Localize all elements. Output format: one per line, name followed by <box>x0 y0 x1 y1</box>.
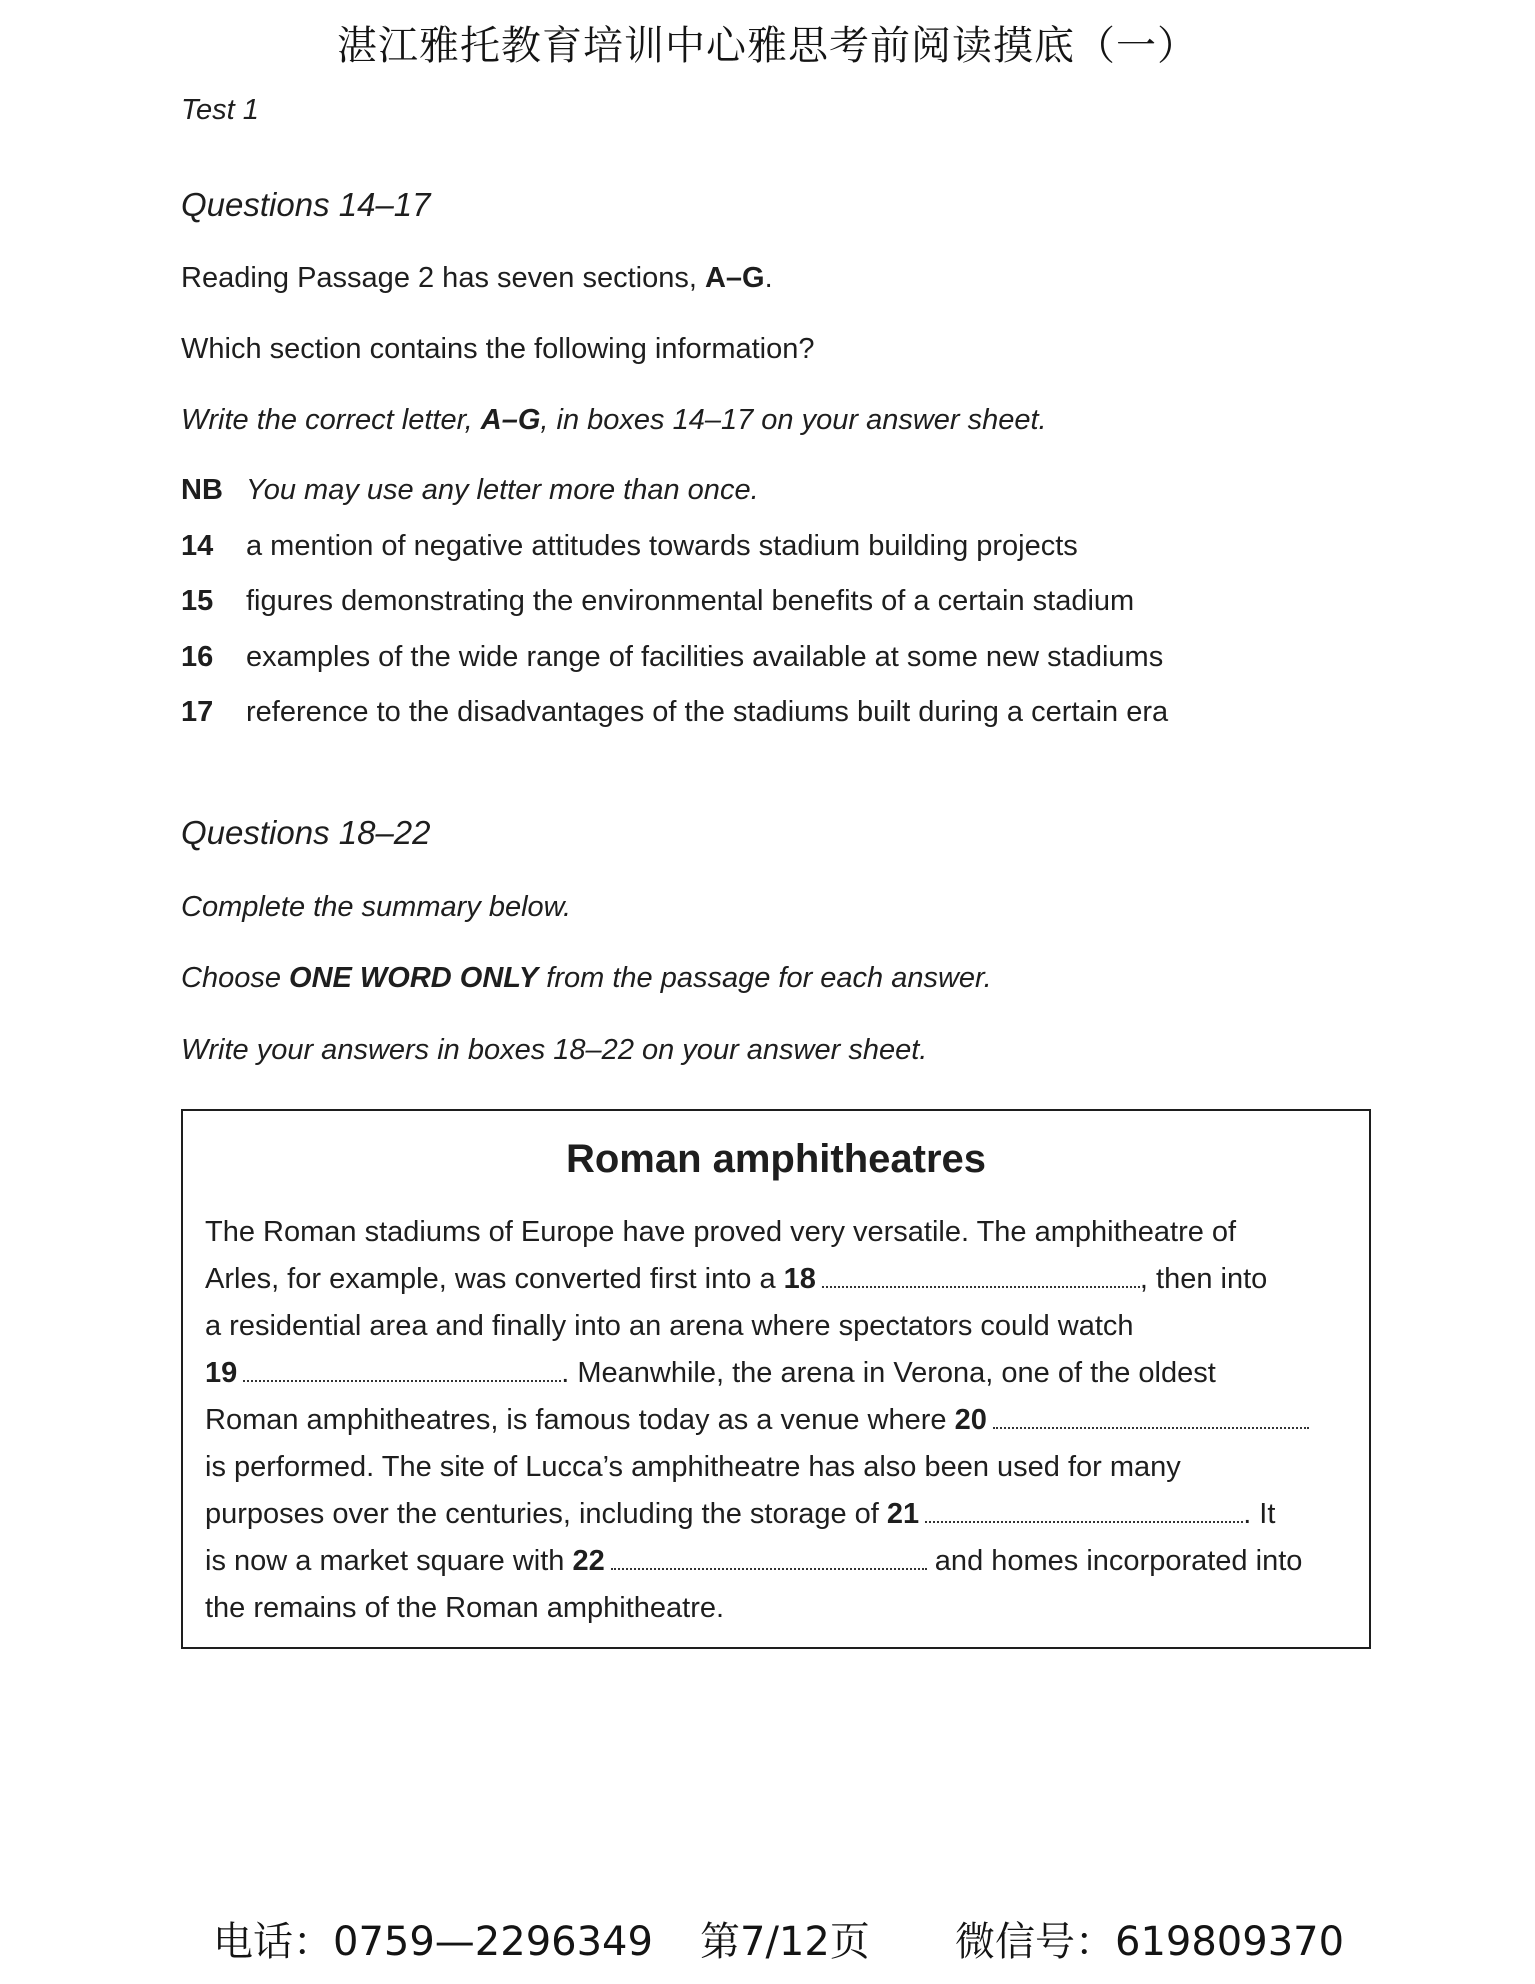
instruction-sections <box>181 262 773 295</box>
instruction-write-answers: Write your answers in boxes 18–22 on your answer sheet. <box>181 1034 928 1066</box>
instruction-text: , in boxes 14–17 on your answer sheet. <box>540 404 1047 436</box>
footer-wechat: 微信号：619809370 <box>955 1919 1345 1965</box>
question-number: 14 <box>181 530 214 562</box>
instruction-text: from the passage for each answer. <box>538 962 992 994</box>
summary-line: is performed. The site of Lucca’s amphitheatre has also been used for many <box>205 1451 1181 1483</box>
footer-page-number: 第7/12页 <box>700 1919 870 1965</box>
summary-line: the remains of the Roman amphitheatre. <box>205 1592 725 1624</box>
summary-line: a residential area and finally into an arena where spectators could watch <box>205 1310 1134 1342</box>
instruction-text: Write the correct letter, <box>181 404 481 436</box>
answer-gap-21[interactable] <box>925 1499 1243 1523</box>
test-label: Test 1 <box>181 94 259 126</box>
summary-text: , then into <box>1139 1263 1268 1295</box>
summary-text: and homes incorporated into <box>926 1545 1303 1577</box>
question-number: 15 <box>181 585 214 617</box>
summary-text: is now a market square with <box>205 1545 573 1577</box>
instruction-complete-summary: Complete the summary below. <box>181 891 572 923</box>
nb-label: NB <box>181 474 223 506</box>
summary-line <box>205 1498 1275 1531</box>
summary-title: Roman amphitheatres <box>565 1137 987 1181</box>
answer-gap-19[interactable] <box>243 1358 561 1382</box>
question-text: a mention of negative attitudes towards stadium building projects <box>246 530 1078 562</box>
answer-gap-20[interactable] <box>993 1405 1309 1429</box>
instruction-text: Reading Passage 2 has seven sections, <box>181 262 705 294</box>
instruction-choose-word <box>181 962 992 995</box>
summary-text: Arles, for example, was converted first into a <box>205 1263 784 1295</box>
summary-box <box>181 1109 1371 1649</box>
instruction-bold-range: A–G <box>480 404 541 436</box>
question-item <box>181 696 1168 729</box>
summary-text: . Meanwhile, the arena in Verona, one of the oldest <box>561 1357 1216 1389</box>
instruction-bold-limit: ONE WORD ONLY <box>289 962 539 994</box>
gap-number: 19 <box>205 1357 238 1389</box>
instruction-write-letter <box>181 404 1047 437</box>
gap-number: 18 <box>783 1263 816 1295</box>
footer-phone: 电话：0759—2296349 <box>213 1919 653 1965</box>
summary-line <box>205 1404 1309 1437</box>
question-text: reference to the disadvantages of the stadiums built during a certain era <box>246 696 1169 728</box>
answer-gap-18[interactable] <box>822 1264 1140 1288</box>
summary-text: purposes over the centuries, including the storage of <box>205 1498 887 1530</box>
section-heading-14-17: Questions 14–17 <box>181 186 431 223</box>
section-heading-18-22: Questions 18–22 <box>181 814 431 851</box>
question-item <box>181 585 1134 618</box>
question-text: figures demonstrating the environmental benefits of a certain stadium <box>246 585 1135 617</box>
gap-number: 22 <box>572 1545 605 1577</box>
question-number: 16 <box>181 641 214 673</box>
instruction-bold-range: A–G <box>704 262 765 294</box>
gap-number: 20 <box>954 1404 987 1436</box>
question-item <box>181 641 1163 674</box>
summary-line <box>205 1263 1267 1296</box>
summary-line: The Roman stadiums of Europe have proved very versatile. The amphitheatre of <box>205 1216 1237 1248</box>
question-number: 17 <box>181 696 214 728</box>
gap-number: 21 <box>886 1498 920 1530</box>
instruction-text: . <box>764 262 773 294</box>
instruction-text: Choose <box>181 962 290 994</box>
instruction-which-section: Which section contains the following information? <box>181 333 815 365</box>
nb-text: You may use any letter more than once. <box>246 474 759 506</box>
question-text: examples of the wide range of facilities available at some new stadiums <box>246 641 1164 673</box>
summary-text: . It <box>1243 1498 1276 1530</box>
summary-text: Roman amphitheatres, is famous today as a venue where <box>205 1404 955 1436</box>
summary-line <box>205 1545 1302 1578</box>
question-item <box>181 530 1078 563</box>
page-header-title: 湛江雅托教育培训中心雅思考前阅读摸底（一） <box>337 23 1198 69</box>
summary-line <box>205 1357 1216 1390</box>
answer-gap-22[interactable] <box>611 1546 927 1570</box>
nb-note <box>181 474 759 507</box>
